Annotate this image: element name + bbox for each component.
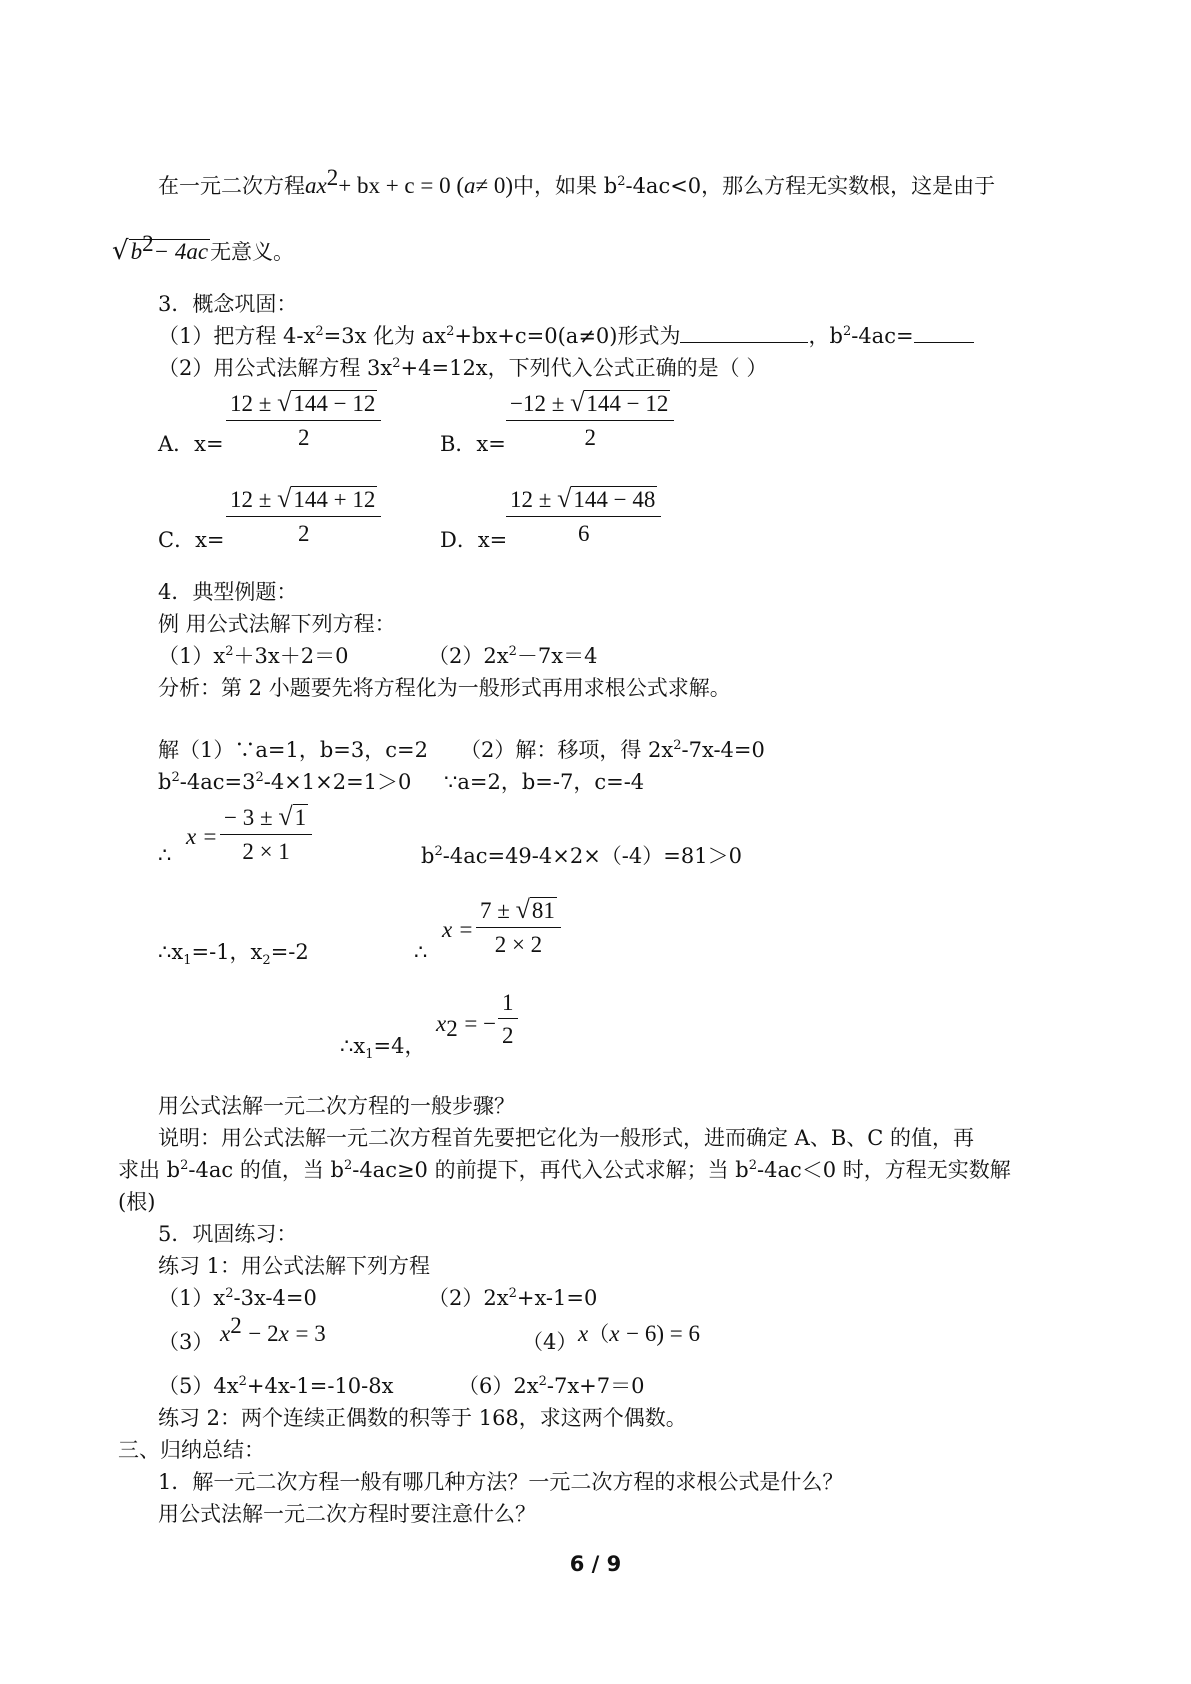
- sub: 2: [446, 1016, 458, 1042]
- denominator: 2: [297, 425, 310, 450]
- math: − 6) = 6: [626, 1321, 700, 1346]
- math: ≠ 0): [475, 173, 514, 198]
- text: -3x-4=0: [233, 1286, 317, 1310]
- numerator: [506, 484, 661, 517]
- text: -4ac<0，那么方程无实数根，这是由于: [625, 174, 996, 198]
- math: − 4ac: [153, 239, 209, 264]
- option-a-label: A．x=: [158, 432, 224, 456]
- sec4-analysis: 分析：第 2 小题要先将方程化为一般形式再用求根公式求解。: [158, 676, 731, 700]
- text: b: [158, 770, 172, 794]
- solution-1-fraction: [220, 802, 312, 865]
- option-d-fraction: [506, 484, 661, 547]
- exercise-1-1: [158, 1286, 317, 1311]
- text: （6）2x: [458, 1374, 539, 1398]
- answer-blank-2[interactable]: [914, 342, 974, 343]
- sup: 2: [171, 770, 180, 785]
- page-number: 6 / 9: [569, 1552, 622, 1576]
- text: +bx+c=0(a≠0)形式为: [454, 324, 681, 348]
- numerator: [226, 484, 381, 517]
- summary-title: 三、归纳总结：: [118, 1438, 265, 1462]
- solution-2-discriminant: [421, 844, 742, 869]
- sup: 2: [392, 356, 401, 371]
- text: ∴x: [158, 940, 184, 964]
- x-equals-2: x =: [442, 917, 474, 942]
- math: x: [609, 1321, 620, 1346]
- sup: 2: [434, 844, 443, 859]
- radicand: 81: [531, 898, 555, 923]
- sup: 2: [315, 324, 324, 339]
- therefore-2: ∴: [414, 940, 428, 964]
- sqrt-symbol: √: [277, 484, 292, 513]
- text: ∴x: [340, 1034, 366, 1058]
- math: x: [578, 1321, 589, 1346]
- text: 无意义。: [210, 240, 295, 264]
- text: （2）2x: [428, 1286, 509, 1310]
- exercise-1-6: [458, 1374, 644, 1399]
- text: 在一元二次方程: [158, 174, 305, 198]
- x-equals-1: x =: [186, 824, 218, 849]
- sup: 2: [748, 1158, 757, 1173]
- sup: 2: [508, 644, 517, 659]
- therefore-1: ∴: [158, 843, 172, 867]
- text: ＋3x＋2＝0: [233, 644, 349, 668]
- steps-note-2: [118, 1158, 1011, 1183]
- text: （1）把方程 4-x: [158, 324, 316, 348]
- intro-line-1: [158, 165, 996, 200]
- text: 求出 b: [118, 1158, 181, 1182]
- text: 12 ±: [230, 391, 272, 416]
- numerator: [226, 388, 381, 421]
- text: -4×1×2=1＞0: [263, 770, 412, 794]
- numerator: [476, 895, 561, 928]
- sup: 2: [446, 324, 455, 339]
- text: -4ac＜0 时，方程无实数解: [757, 1158, 1011, 1182]
- text: =3x 化为 ax: [323, 324, 447, 348]
- text: （5）4x: [158, 1374, 239, 1398]
- summary-q1: 1．解一元二次方程一般有哪几种方法？一元二次方程的求根公式是什么？: [158, 1470, 844, 1494]
- math: x: [436, 1011, 447, 1036]
- text: +4x-1=-10-8x: [246, 1374, 394, 1398]
- math: b: [130, 239, 143, 264]
- denominator: 2: [297, 521, 310, 546]
- option-b-fraction: [506, 388, 674, 451]
- roots-1: [158, 940, 309, 969]
- sec4-problem-1: [158, 644, 348, 669]
- sec3-q1: [158, 324, 974, 349]
- denominator: 6: [577, 521, 590, 546]
- math: x: [278, 1321, 289, 1346]
- exercise-1-title: 练习 1：用公式法解下列方程: [158, 1254, 431, 1278]
- radicand: [129, 231, 210, 264]
- solution-1-given: 解（1）∵a=1，b=3，c=2: [158, 738, 428, 762]
- text: -4ac=49-4×2×（-4）=81＞0: [442, 844, 742, 868]
- sec4-title: 4．典型例题：: [158, 580, 298, 604]
- sec5-title: 5．巩固练习：: [158, 1222, 298, 1246]
- solution-2-fraction: [476, 895, 561, 958]
- sqrt-symbol: √: [278, 802, 293, 831]
- radicand: 144 − 12: [586, 391, 669, 416]
- option-a-fraction: [226, 388, 381, 451]
- denominator: 2 × 2: [494, 932, 543, 957]
- sub: 1: [183, 953, 192, 969]
- answer-blank-1[interactable]: [680, 342, 808, 343]
- sup: 2: [225, 644, 234, 659]
- text: -4ac=3: [179, 770, 256, 794]
- option-c-fraction: [226, 484, 381, 547]
- summary-q2: 用公式法解一元二次方程时要注意什么？: [158, 1502, 536, 1526]
- sup: 2: [225, 1286, 234, 1301]
- text: =4，: [373, 1034, 426, 1058]
- text: 12 ±: [510, 487, 552, 512]
- sup: 2: [842, 324, 852, 339]
- text: （2）解：移项，得 2x: [460, 738, 674, 762]
- text: －7x＝4: [516, 644, 598, 668]
- text: ，b: [808, 324, 843, 348]
- text: -4ac=: [851, 324, 914, 348]
- solution-1-discriminant: [158, 770, 411, 795]
- exercise-1-4-equation: [578, 1320, 700, 1348]
- text: 7 ±: [480, 898, 510, 923]
- sec4-example: 例 用公式法解下列方程：: [158, 612, 396, 636]
- text: （: [588, 1322, 610, 1346]
- math: ax: [305, 173, 327, 198]
- numerator: [506, 388, 674, 421]
- sup: 2: [180, 1158, 189, 1173]
- text: =-2: [270, 940, 309, 964]
- text: -7x+7＝0: [546, 1374, 645, 1398]
- text: − 3 ±: [224, 805, 273, 830]
- exercise-1-5: [158, 1374, 393, 1399]
- sec3-title: 3．概念巩固：: [158, 292, 298, 316]
- numerator: 1: [498, 990, 518, 1019]
- sup: 2: [343, 1158, 353, 1173]
- sup: 2: [617, 174, 626, 189]
- sup: 2: [230, 1313, 242, 1338]
- text: +4=12x，下列代入公式正确的是（ ）: [400, 356, 768, 380]
- radicand: 144 − 12: [293, 391, 376, 416]
- exercise-2: 练习 2：两个连续正偶数的积等于 168，求这两个偶数。: [158, 1406, 687, 1430]
- sub: 1: [365, 1047, 374, 1063]
- sqrt-symbol: √: [570, 388, 585, 417]
- sup: 2: [508, 1286, 517, 1301]
- exercise-1-4-label: （4）: [522, 1330, 578, 1354]
- option-d-label: D．x=: [440, 528, 508, 552]
- denominator: 2: [502, 1023, 514, 1048]
- sub: 2: [262, 953, 271, 969]
- solution-2-given: ∵a=2，b=-7，c=-4: [444, 770, 645, 794]
- option-c-label: C．x=: [158, 528, 225, 552]
- radicand: 1: [294, 805, 307, 830]
- math: = 3: [295, 1321, 326, 1346]
- sqrt-symbol: √: [112, 236, 129, 266]
- math: = −: [464, 1011, 497, 1036]
- math: − 2: [248, 1321, 279, 1346]
- sqrt-symbol: √: [557, 484, 572, 513]
- intro-line-2: [112, 231, 295, 267]
- text: 中，如果: [513, 174, 598, 198]
- sup: 2: [142, 231, 154, 256]
- solution-2-start: [460, 738, 765, 763]
- text: （1）x: [158, 644, 226, 668]
- text: -4ac≥0 的前提下，再代入公式求解；当 b: [352, 1158, 749, 1182]
- text: b: [421, 844, 435, 868]
- sqrt-symbol: √: [277, 388, 292, 417]
- math: + bx + c = 0 (: [338, 173, 464, 198]
- text: =-1，x: [191, 940, 263, 964]
- text: （2）2x: [428, 644, 509, 668]
- text: −12 ±: [510, 391, 565, 416]
- denominator: 2: [584, 425, 596, 450]
- exercise-1-3-label: （3）: [158, 1330, 214, 1354]
- text: -4ac 的值，当 b: [188, 1158, 344, 1182]
- sqrt-symbol: √: [515, 895, 530, 924]
- sup: 2: [673, 738, 682, 753]
- text: -7x-4=0: [681, 738, 765, 762]
- steps-note-1: 说明：用公式法解一元二次方程首先要把它化为一般形式，进而确定 A、B、C 的值，再: [158, 1126, 975, 1150]
- denominator: 2 × 1: [242, 839, 290, 864]
- math: x: [220, 1321, 231, 1346]
- sup: 2: [238, 1374, 247, 1389]
- steps-note-3: (根): [118, 1190, 156, 1214]
- text: （1）x: [158, 1286, 226, 1310]
- radicand: 144 + 12: [293, 487, 376, 512]
- text: +x-1=0: [516, 1286, 598, 1310]
- sup: 2: [326, 165, 339, 190]
- sup: 2: [255, 770, 264, 785]
- sup: 2: [538, 1374, 547, 1389]
- exercise-1-3-equation: [220, 1313, 326, 1348]
- sec3-q2: [158, 356, 767, 381]
- sec4-problem-2: [428, 644, 597, 669]
- radicand: 144 − 48: [573, 487, 656, 512]
- math: a: [464, 173, 476, 198]
- text: （2）用公式法解方程 3x: [158, 356, 393, 380]
- option-b-label: B．x=: [440, 432, 506, 456]
- roots-2: [340, 1034, 426, 1063]
- x2-fraction: [498, 990, 518, 1049]
- numerator: [220, 802, 312, 835]
- exercise-1-2: [428, 1286, 597, 1311]
- text: 12 ±: [230, 487, 272, 512]
- text: b: [603, 174, 618, 198]
- x2-equation: [436, 1010, 497, 1042]
- steps-question: 用公式法解一元二次方程的一般步骤？: [158, 1094, 515, 1118]
